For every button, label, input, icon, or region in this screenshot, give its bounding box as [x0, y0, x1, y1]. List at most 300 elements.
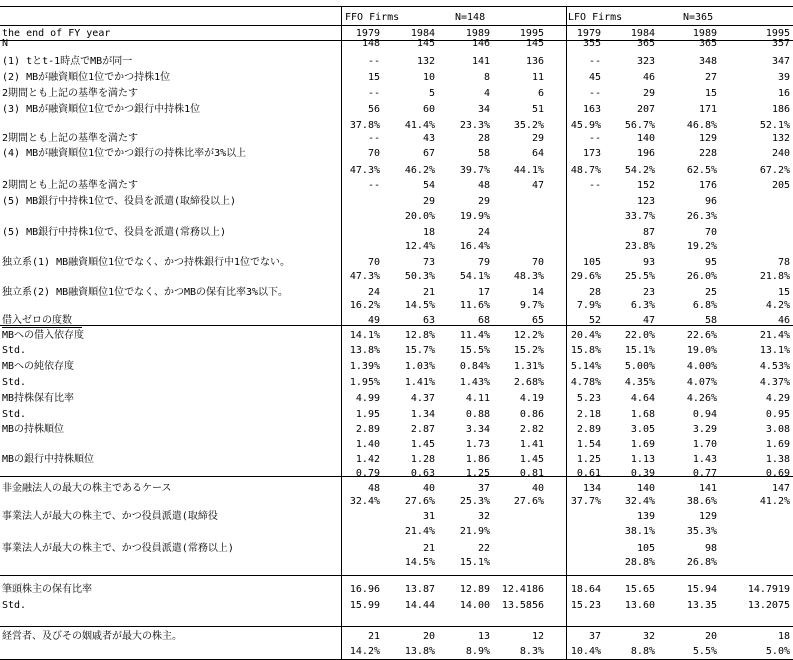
table-cell: 0.84%: [459, 361, 490, 372]
year-header: 1995: [519, 28, 544, 39]
horizontal-rule: [0, 25, 793, 26]
table-cell: 23: [642, 287, 655, 298]
row-label: (2) MBが融資順位1位でかつ持株1位: [2, 72, 171, 83]
table-cell: 64: [531, 148, 544, 159]
table-cell: 1.41%: [404, 377, 435, 388]
table-cell: 6: [537, 88, 544, 99]
table-cell: 24: [477, 227, 490, 238]
table-cell: 228: [698, 148, 717, 159]
table-cell: --: [588, 133, 601, 144]
table-cell: 73: [422, 257, 435, 268]
table-cell: 4: [483, 88, 490, 99]
horizontal-rule: [0, 476, 793, 477]
label-underline: [2, 327, 82, 328]
table-cell: 68: [477, 315, 490, 326]
table-cell: 5.5%: [692, 646, 717, 657]
table-cell: 35.2%: [513, 120, 544, 131]
table-cell: 1.31%: [513, 361, 544, 372]
table-cell: 134: [582, 483, 601, 494]
table-cell: 4.78%: [570, 377, 601, 388]
table-cell: 50.3%: [404, 271, 435, 282]
table-cell: 14.5%: [404, 300, 435, 311]
vertical-rule: [341, 6, 342, 659]
table-cell: --: [588, 56, 601, 67]
table-cell: 4.64: [630, 393, 655, 404]
table-cell: 21.4%: [759, 330, 790, 341]
row-label: MBの持株順位: [2, 424, 65, 435]
table-cell: 14.44: [404, 600, 435, 611]
table-cell: 1.13: [630, 454, 655, 465]
table-cell: 139: [636, 511, 655, 522]
table-cell: 47: [531, 180, 544, 191]
table-cell: 16.4%: [459, 241, 490, 252]
table-cell: 29: [477, 196, 490, 207]
table-cell: 3.29: [692, 424, 717, 435]
table-cell: 37: [588, 631, 601, 642]
table-cell: 22.0%: [624, 330, 655, 341]
row-label: MB持株保有比率: [2, 393, 75, 404]
year-header: 1989: [465, 28, 490, 39]
table-cell: 29: [422, 196, 435, 207]
table-cell: 62.5%: [686, 165, 717, 176]
table-cell: 0.86: [519, 409, 544, 420]
table-cell: 5.00%: [624, 361, 655, 372]
table-cell: 148: [361, 38, 380, 49]
table-cell: 4.07%: [686, 377, 717, 388]
table-cell: 45: [588, 72, 601, 83]
table-cell: 365: [636, 38, 655, 49]
table-cell: 0.63: [410, 468, 435, 479]
row-label: 2期間とも上記の基準を満たす: [2, 133, 139, 144]
table-cell: 25.3%: [459, 496, 490, 507]
table-cell: 0.81: [519, 468, 544, 479]
table-cell: 52.1%: [759, 120, 790, 131]
table-cell: 45.9%: [570, 120, 601, 131]
table-cell: 46.8%: [686, 120, 717, 131]
table-cell: 347: [771, 56, 790, 67]
table-cell: --: [367, 56, 380, 67]
table-cell: 7.9%: [576, 300, 601, 311]
table-cell: 348: [698, 56, 717, 67]
row-label: Std.: [2, 600, 27, 611]
table-cell: 1.40: [355, 439, 380, 450]
table-cell: 205: [771, 180, 790, 191]
row-label: 事業法人が最大の株主で、かつ役員派遣(常務以上): [2, 543, 234, 554]
row-label: (1) tとt-1時点でMBが同一: [2, 56, 133, 67]
table-cell: 129: [698, 133, 717, 144]
table-cell: 26.0%: [686, 271, 717, 282]
table-cell: 95: [704, 257, 717, 268]
group-title-lfo: LFO Firms: [568, 12, 623, 23]
table-cell: 25: [704, 287, 717, 298]
table-cell: 1.95%: [349, 377, 380, 388]
table-cell: 8.8%: [630, 646, 655, 657]
table-cell: 13.87: [404, 584, 435, 595]
table-cell: 58: [704, 315, 717, 326]
table-cell: 140: [636, 483, 655, 494]
table-cell: 15.5%: [459, 345, 490, 356]
year-header: 1984: [630, 28, 655, 39]
table-cell: 29: [642, 88, 655, 99]
table-cell: 365: [698, 38, 717, 49]
row-label: Std.: [2, 409, 27, 420]
table-cell: 15.99: [349, 600, 380, 611]
table-cell: 0.95: [765, 409, 790, 420]
table-cell: 1.95: [355, 409, 380, 420]
table-cell: 4.99: [355, 393, 380, 404]
year-header: 1984: [410, 28, 435, 39]
table-cell: 20.4%: [570, 330, 601, 341]
table-cell: 48.7%: [570, 165, 601, 176]
table-cell: 43: [422, 133, 435, 144]
table-cell: 46.2%: [404, 165, 435, 176]
table-cell: 54.2%: [624, 165, 655, 176]
vertical-rule: [566, 6, 567, 659]
table-cell: 0.77: [692, 468, 717, 479]
table-cell: 2.89: [355, 424, 380, 435]
table-cell: 47.3%: [349, 165, 380, 176]
table-cell: 105: [582, 257, 601, 268]
table-cell: 20: [704, 631, 717, 642]
table-cell: 207: [636, 104, 655, 115]
table-cell: 12.89: [459, 584, 490, 595]
table-cell: 0.88: [465, 409, 490, 420]
table-cell: 1.73: [465, 439, 490, 450]
table-cell: --: [367, 88, 380, 99]
table-cell: 25.5%: [624, 271, 655, 282]
table-cell: 11.4%: [459, 330, 490, 341]
table-cell: 141: [698, 483, 717, 494]
table-cell: 1.25: [576, 454, 601, 465]
table-cell: 67.2%: [759, 165, 790, 176]
table-cell: 46: [642, 72, 655, 83]
horizontal-rule: [0, 325, 793, 326]
table-cell: 105: [636, 543, 655, 554]
table-cell: 70: [367, 148, 380, 159]
table-cell: 1.86: [465, 454, 490, 465]
table-cell: 11.6%: [459, 300, 490, 311]
table-cell: 31: [422, 511, 435, 522]
table-cell: 13.1%: [759, 345, 790, 356]
table-cell: 1.45: [410, 439, 435, 450]
table-cell: 27: [704, 72, 717, 83]
table-cell: 14.5%: [404, 557, 435, 568]
table-cell: 141: [471, 56, 490, 67]
table-cell: 21.8%: [759, 271, 790, 282]
table-cell: --: [367, 180, 380, 191]
table-cell: 4.2%: [765, 300, 790, 311]
table-cell: 140: [636, 133, 655, 144]
year-header: 1995: [765, 28, 790, 39]
table-cell: 32: [642, 631, 655, 642]
table-cell: 18.64: [570, 584, 601, 595]
row-label: (4) MBが融資順位1位でかつ銀行の持株比率が3%以上: [2, 148, 247, 159]
table-cell: 1.28: [410, 454, 435, 465]
table-cell: 186: [771, 104, 790, 115]
table-cell: 47.3%: [349, 271, 380, 282]
table-cell: 35.3%: [686, 526, 717, 537]
row-label: 独立系(2) MB融資順位1位でなく、かつMBの保有比率3%以下。: [2, 287, 289, 298]
table-cell: 16.96: [349, 584, 380, 595]
table-cell: 1.42: [355, 454, 380, 465]
table-cell: 14.00: [459, 600, 490, 611]
table-cell: 132: [771, 133, 790, 144]
table-cell: 15: [777, 287, 790, 298]
table-cell: 93: [642, 257, 655, 268]
horizontal-rule: [0, 575, 793, 576]
table-cell: 28: [477, 133, 490, 144]
table-cell: 19.9%: [459, 211, 490, 222]
year-header: 1989: [692, 28, 717, 39]
table-cell: 29.6%: [570, 271, 601, 282]
table-cell: 28: [588, 287, 601, 298]
table-cell: 40: [531, 483, 544, 494]
table-cell: 51: [531, 104, 544, 115]
table-cell: 19.0%: [686, 345, 717, 356]
table-cell: 48: [477, 180, 490, 191]
table-cell: 173: [582, 148, 601, 159]
group-title-ffo: FFO Firms: [345, 12, 400, 23]
table-cell: 49: [367, 315, 380, 326]
row-label: MBへの純依存度: [2, 361, 75, 372]
table-cell: 17: [477, 287, 490, 298]
table-cell: 15.23: [570, 600, 601, 611]
table-cell: 1.43%: [459, 377, 490, 388]
table-cell: 60: [422, 104, 435, 115]
table-cell: 14.7919: [747, 584, 790, 595]
table-cell: 1.70: [692, 439, 717, 450]
table-cell: 12.8%: [404, 330, 435, 341]
row-label: (5) MB銀行中持株1位で、役員を派遣(取締役以上): [2, 196, 236, 207]
table-cell: 176: [698, 180, 717, 191]
row-label: 筆頭株主の保有比率: [2, 584, 92, 595]
table-cell: 1.38: [765, 454, 790, 465]
row-label: N: [2, 38, 9, 49]
table-cell: 8.3%: [519, 646, 544, 657]
table-cell: 147: [771, 483, 790, 494]
table-cell: 5.0%: [765, 646, 790, 657]
table-cell: 4.19: [519, 393, 544, 404]
table-cell: 5: [428, 88, 435, 99]
table-cell: --: [367, 133, 380, 144]
table-cell: 41.4%: [404, 120, 435, 131]
table-cell: 12.4%: [404, 241, 435, 252]
horizontal-rule: [0, 626, 793, 627]
table-cell: 3.34: [465, 424, 490, 435]
table-cell: 12.2%: [513, 330, 544, 341]
table-cell: 136: [525, 56, 544, 67]
table-cell: 18: [777, 631, 790, 642]
group-n-lfo: N=365: [683, 12, 714, 23]
row-label: 経営者、及びその姻戚者が最大の株主。: [2, 631, 182, 642]
row-label: MBへの借入依存度: [2, 330, 85, 341]
table-cell: 152: [636, 180, 655, 191]
table-cell: 22: [477, 543, 490, 554]
table-cell: 4.53%: [759, 361, 790, 372]
table-cell: 41.2%: [759, 496, 790, 507]
table-cell: 0.79: [355, 468, 380, 479]
table-cell: 9.7%: [519, 300, 544, 311]
table-cell: 12.4186: [501, 584, 544, 595]
table-cell: 4.35%: [624, 377, 655, 388]
table-cell: 67: [422, 148, 435, 159]
table-cell: 70: [367, 257, 380, 268]
table-cell: 19.2%: [686, 241, 717, 252]
table-cell: 0.61: [576, 468, 601, 479]
table-cell: 18: [422, 227, 435, 238]
table-cell: 15.94: [686, 584, 717, 595]
table-cell: 15.7%: [404, 345, 435, 356]
table-cell: 14.1%: [349, 330, 380, 341]
table-cell: 26.8%: [686, 557, 717, 568]
row-label: 事業法人が最大の株主で、かつ役員派遣(取締役: [2, 511, 218, 522]
table-cell: 1.69: [765, 439, 790, 450]
table-cell: 20: [422, 631, 435, 642]
table-cell: 78: [777, 257, 790, 268]
table-cell: 1.45: [519, 454, 544, 465]
table-cell: 23.8%: [624, 241, 655, 252]
table-cell: 32: [477, 511, 490, 522]
table-cell: 32.4%: [349, 496, 380, 507]
table-cell: 79: [477, 257, 490, 268]
table-cell: 21: [367, 631, 380, 642]
group-n-ffo: N=148: [455, 12, 486, 23]
table-cell: --: [588, 88, 601, 99]
table-cell: 323: [636, 56, 655, 67]
table-cell: 1.03%: [404, 361, 435, 372]
table-cell: 47: [642, 315, 655, 326]
table-cell: 15.65: [624, 584, 655, 595]
table-cell: 23.3%: [459, 120, 490, 131]
table-cell: 132: [416, 56, 435, 67]
table-cell: 5.14%: [570, 361, 601, 372]
table-cell: 44.1%: [513, 165, 544, 176]
table-cell: 357: [771, 38, 790, 49]
table-cell: 98: [704, 543, 717, 554]
table-cell: 2.18: [576, 409, 601, 420]
table-cell: 32.4%: [624, 496, 655, 507]
table-cell: 15.1%: [624, 345, 655, 356]
table-cell: 2.89: [576, 424, 601, 435]
table-cell: 4.37%: [759, 377, 790, 388]
row-label: (3) MBが融資順位1位でかつ銀行中持株1位: [2, 104, 201, 115]
table-cell: 146: [471, 38, 490, 49]
table-cell: 1.43: [692, 454, 717, 465]
table-cell: 4.29: [765, 393, 790, 404]
table-cell: 4.37: [410, 393, 435, 404]
table-cell: 8.9%: [465, 646, 490, 657]
table-cell: 1.54: [576, 439, 601, 450]
year-header: 1979: [355, 28, 380, 39]
table-cell: 39.7%: [459, 165, 490, 176]
table-cell: 87: [642, 227, 655, 238]
table-cell: 11: [531, 72, 544, 83]
table-cell: 3.08: [765, 424, 790, 435]
horizontal-rule: [0, 6, 793, 7]
table-cell: 10: [422, 72, 435, 83]
table-cell: 6.3%: [630, 300, 655, 311]
table-cell: 54.1%: [459, 271, 490, 282]
table-cell: 4.00%: [686, 361, 717, 372]
table-cell: 2.68%: [513, 377, 544, 388]
table-cell: 1.25: [465, 468, 490, 479]
table-cell: 15.2%: [513, 345, 544, 356]
table-cell: 4.26%: [686, 393, 717, 404]
table-cell: 27.6%: [404, 496, 435, 507]
table-cell: 0.69: [765, 468, 790, 479]
table-cell: 6.8%: [692, 300, 717, 311]
table-cell: 21.4%: [404, 526, 435, 537]
table-cell: 70: [704, 227, 717, 238]
table-cell: 5.23: [576, 393, 601, 404]
table-cell: 0.94: [692, 409, 717, 420]
table-cell: 4.11: [465, 393, 490, 404]
table-cell: 129: [698, 511, 717, 522]
table-cell: 37: [477, 483, 490, 494]
table-cell: 12: [531, 631, 544, 642]
table-cell: 38.6%: [686, 496, 717, 507]
table-cell: 58: [477, 148, 490, 159]
table-cell: 33.7%: [624, 211, 655, 222]
row-label: 借入ゼロの度数: [2, 315, 72, 326]
table-cell: 14.2%: [349, 646, 380, 657]
table-cell: 145: [525, 38, 544, 49]
table-cell: 48.3%: [513, 271, 544, 282]
table-cell: 70: [531, 257, 544, 268]
table-cell: 145: [416, 38, 435, 49]
header-row-label: the end of FY year: [2, 28, 111, 39]
table-cell: 21.9%: [459, 526, 490, 537]
table-cell: 13.60: [624, 600, 655, 611]
table-cell: 1.69: [630, 439, 655, 450]
table-cell: 48: [367, 483, 380, 494]
table-cell: 21: [422, 287, 435, 298]
table-cell: 123: [636, 196, 655, 207]
table-cell: 0.39: [630, 468, 655, 479]
table-cell: 54: [422, 180, 435, 191]
table-cell: 13.8%: [404, 646, 435, 657]
table-cell: 16.2%: [349, 300, 380, 311]
year-header: 1979: [576, 28, 601, 39]
table-cell: 28.8%: [624, 557, 655, 568]
row-label: Std.: [2, 345, 27, 356]
table-cell: 96: [704, 196, 717, 207]
table-cell: 20.0%: [404, 211, 435, 222]
table-cell: 56.7%: [624, 120, 655, 131]
table-cell: --: [588, 180, 601, 191]
table-cell: 3.05: [630, 424, 655, 435]
row-label: (5) MB銀行中持株1位で、役員を派遣(常務以上): [2, 227, 226, 238]
table-cell: 13.35: [686, 600, 717, 611]
table-cell: 65: [531, 315, 544, 326]
table-cell: 1.68: [630, 409, 655, 420]
table-cell: 52: [588, 315, 601, 326]
table-cell: 1.39%: [349, 361, 380, 372]
table-cell: 37.7%: [570, 496, 601, 507]
table-cell: 2.87: [410, 424, 435, 435]
table-cell: 40: [422, 483, 435, 494]
row-label: 2期間とも上記の基準を満たす: [2, 88, 139, 99]
table-cell: 15.8%: [570, 345, 601, 356]
table-cell: 13.5856: [501, 600, 544, 611]
row-label: 2期間とも上記の基準を満たす: [2, 180, 139, 191]
table-cell: 13: [477, 631, 490, 642]
table-cell: 355: [582, 38, 601, 49]
table-cell: 27.6%: [513, 496, 544, 507]
table-cell: 240: [771, 148, 790, 159]
row-label: 独立系(1) MB融資順位1位でなく、かつ持株銀行中1位でない。: [2, 257, 290, 268]
horizontal-rule: [0, 40, 793, 41]
